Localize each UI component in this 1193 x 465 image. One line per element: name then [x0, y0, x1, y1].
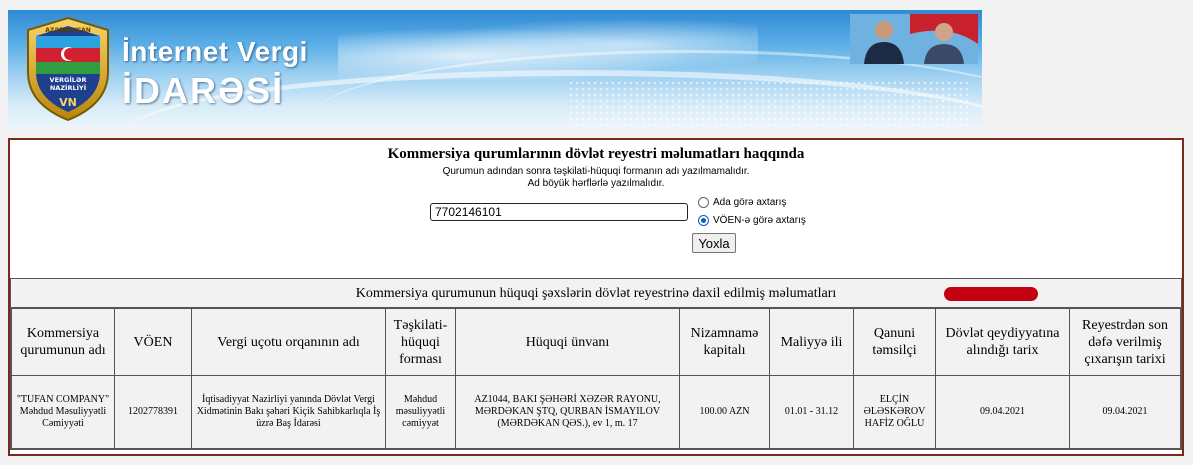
redaction-mark: [944, 287, 1038, 301]
search-by-voen-option[interactable]: [698, 215, 806, 226]
banner-title-line2: İDARƏSİ: [122, 70, 285, 111]
check-button[interactable]: Yoxla: [692, 233, 736, 253]
cell-legal-address: AZ1044, BAKI ŞƏHƏRİ XƏZƏR RAYONU, MƏRDƏKAN ŞTQ, QURBAN İSMAYILOV (MƏRDƏKAN QƏS.), ev 1, m. 17: [456, 376, 680, 449]
results-table: [11, 308, 1181, 449]
column-header: Qanuni təmsilçi: [854, 309, 936, 376]
results-caption: Kommersiya qurumunun hüquqi şəxslərin dövlət reyestrinə daxil edilmiş məlumatları: [11, 279, 1181, 308]
column-header: Dövlət qeydiyyatına alındığı tarix: [936, 309, 1070, 376]
logo-top-text: AZƏRBAYCAN: [45, 27, 91, 34]
column-header: Vergi uçotu orqanının adı: [192, 309, 386, 376]
logo-mark: VN: [59, 96, 77, 109]
cell-legal-representative: ELÇİN ƏLƏSKƏROV HAFİZ OĞLU: [854, 376, 936, 449]
page-title: Kommersiya qurumlarının dövlət reyestri məlumatları haqqında: [387, 146, 805, 162]
table-row: [12, 376, 1181, 449]
banner-title-line1: İnternet Vergi: [122, 36, 308, 67]
radio-button[interactable]: [698, 197, 709, 208]
cell-company-name: "TUFAN COMPANY" Məhdud Məsuliyyətli Cəmiyyəti: [12, 376, 115, 449]
cell-charter-capital: 100.00 AZN: [680, 376, 770, 449]
cell-tax-office: İqtisadiyyat Nazirliyi yanında Dövlət Vergi Xidmətinin Bakı şəhəri Kiçik Sahibkarlıqla İş üzrə Baş İdarəsi: [192, 376, 386, 449]
instruction-note: Ad böyük hərflərlə yazılmalıdır.: [527, 178, 665, 189]
officials-photo-icon: [850, 14, 978, 64]
radio-label: VÖEN-ə görə axtarış: [713, 215, 806, 226]
cell-registration-date: 09.04.2021: [936, 376, 1070, 449]
column-header: Reyestrdən son dəfə verilmiş çıxarışın tarixi: [1070, 309, 1181, 376]
results-table-container: [10, 278, 1182, 450]
instruction-note: Qurumun adından sonra təşkilati-hüquqi formanın adı yazılmamalıdır.: [442, 166, 750, 177]
search-input[interactable]: [430, 203, 688, 221]
radio-label: Ada görə axtarış: [713, 197, 787, 208]
cell-fiscal-year: 01.01 - 31.12: [770, 376, 854, 449]
column-header: Maliyyə ili: [770, 309, 854, 376]
column-header: Nizamnamə kapitalı: [680, 309, 770, 376]
logo-text-1: VERGİLƏR: [49, 76, 87, 84]
cell-last-extract-date: 09.04.2021: [1070, 376, 1181, 449]
cell-voen: 1202778391: [115, 376, 192, 449]
cell-legal-form: Məhdud məsuliyyətli cəmiyyət: [386, 376, 456, 449]
logo-text-2: NAZİRLİYİ: [49, 84, 87, 92]
banner-dot-pattern: [568, 80, 968, 130]
radio-button-selected[interactable]: [698, 215, 709, 226]
site-banner: [8, 10, 982, 130]
column-header: VÖEN: [115, 309, 192, 376]
column-header: Kommersiya qurumunun adı: [12, 309, 115, 376]
column-header: Təşkilati-hüquqi forması: [386, 309, 456, 376]
search-by-name-option[interactable]: [698, 197, 786, 208]
ministry-logo-icon[interactable]: [22, 16, 114, 122]
table-header-row: [12, 309, 1181, 376]
column-header: Hüquqi ünvanı: [456, 309, 680, 376]
